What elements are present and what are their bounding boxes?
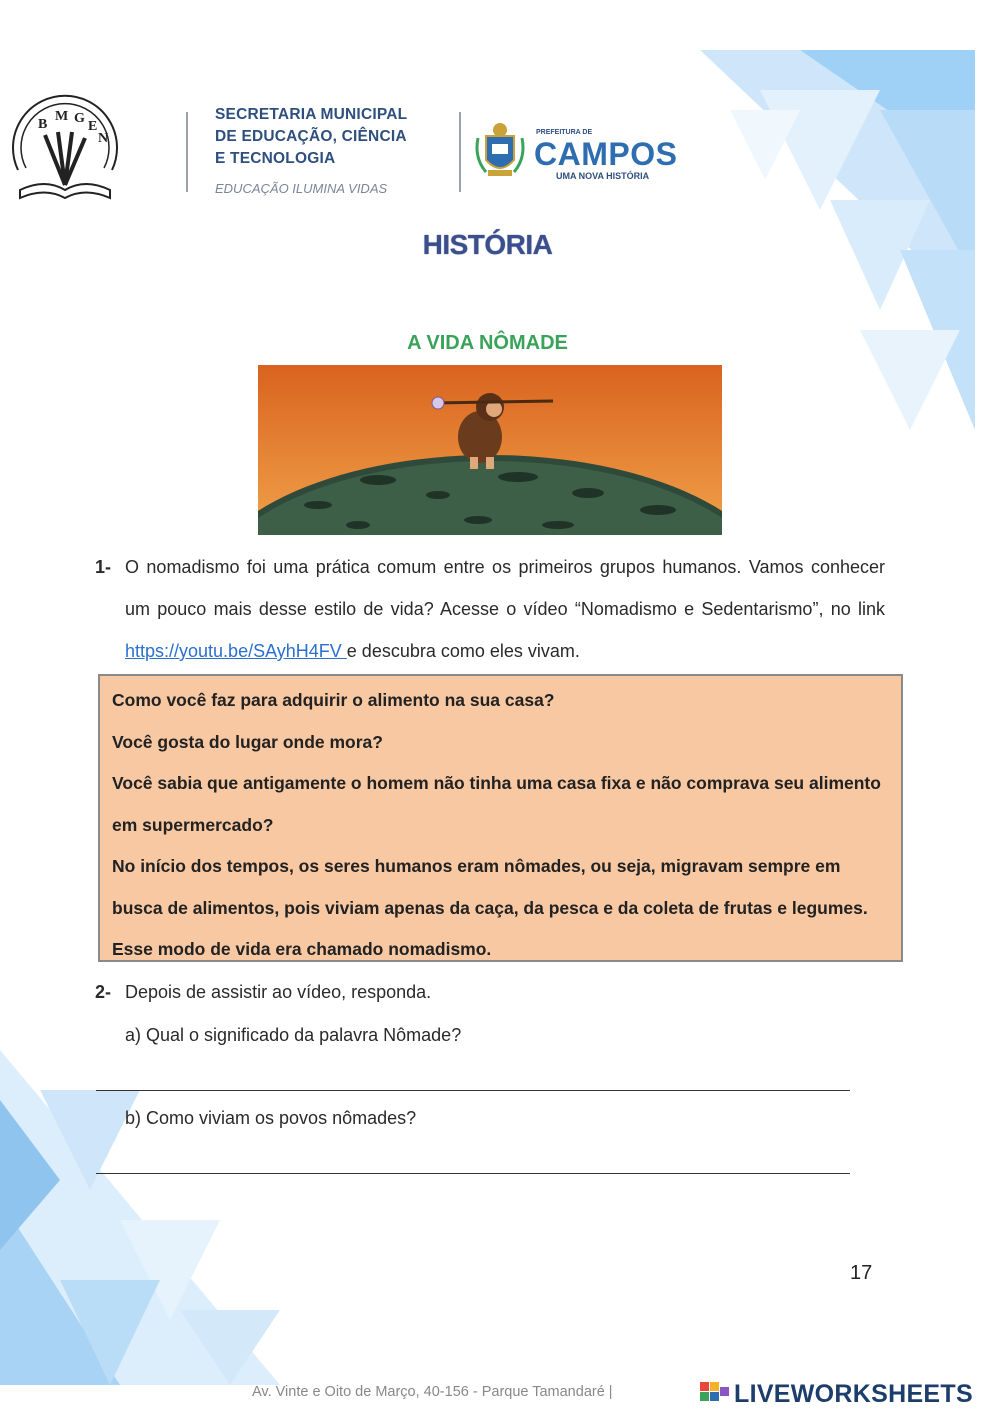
question-2-number: 2-	[95, 982, 112, 1002]
slogan: EDUCAÇÃO ILUMINA VIDAS	[215, 181, 388, 196]
secretaria-line-1: SECRETARIA MUNICIPAL	[215, 106, 408, 123]
question-1-outro: e descubra como eles vivam.	[346, 641, 580, 661]
caveman-on-globe-illustration	[258, 365, 722, 535]
svg-text:M: M	[55, 109, 69, 124]
campos-wordmark: CAMPOS	[534, 136, 678, 172]
svg-text:N: N	[98, 131, 109, 146]
question-1-number: 1-	[95, 557, 112, 577]
header-divider-2	[459, 112, 461, 192]
question-1-text	[125, 546, 885, 672]
section-subtitle: A VIDA NÔMADE	[407, 332, 568, 354]
secretaria-line-2: DE EDUCAÇÃO, CIÊNCIA	[215, 128, 407, 145]
question-2a: a) Qual o significado da palavra Nômade?	[125, 1025, 462, 1045]
question-1-intro: O nomadismo foi uma prática comum entre os primeiros grupos humanos. Vamos conhecer um pouco mais desse estilo de vida? Acesse o vídeo “Nomadismo e Sedentarismo”, no link	[125, 557, 885, 619]
campos-tagline: UMA NOVA HISTÓRIA	[556, 171, 650, 181]
question-2b: b) Como viviam os povos nômades?	[125, 1108, 417, 1128]
info-line-2: Você gosta do lugar onde mora?	[112, 731, 383, 752]
svg-text:B: B	[38, 117, 48, 132]
header-divider	[186, 112, 188, 192]
page-title: HISTÓRIA	[422, 229, 553, 260]
svg-text:E: E	[88, 119, 98, 134]
liveworksheets-logo-icon	[700, 1380, 730, 1406]
question-2-text: Depois de assistir ao vídeo, responda.	[125, 982, 432, 1002]
campos-coat-of-arms-icon	[474, 118, 526, 184]
bmgen-seal-logo	[0, 90, 130, 205]
page-number: 17	[850, 1262, 873, 1284]
info-line-3: Você sabia que antigamente o homem não tinha uma casa fixa e não comprava seu alimento em supermercado?	[112, 773, 881, 835]
secretaria-name	[215, 104, 407, 170]
svg-text:G: G	[74, 111, 85, 126]
info-line-4: No início dos tempos, os seres humanos eram nômades, ou seja, migravam sempre em busca de alimentos, pois viviam apenas da caça, da pesca e da coleta de frutas e legumes. Esse modo de vida era chamado nomadismo.	[112, 856, 868, 959]
answer-2a-field[interactable]	[96, 1072, 850, 1091]
answer-2b-field[interactable]	[96, 1155, 850, 1174]
secretaria-line-3: E TECNOLOGIA	[215, 150, 336, 167]
prefeitura-label: PREFEITURA DE	[536, 129, 593, 136]
footer-address: Av. Vinte e Oito de Março, 40-156 - Parque Tamandaré |	[252, 1384, 613, 1400]
liveworksheets-watermark: LIVEWORKSHEETS	[734, 1380, 973, 1408]
info-line-1: Como você faz para adquirir o alimento na sua casa?	[112, 690, 555, 710]
info-box	[98, 674, 903, 962]
video-link[interactable]: https://youtu.be/SAyhH4FV	[125, 641, 347, 661]
